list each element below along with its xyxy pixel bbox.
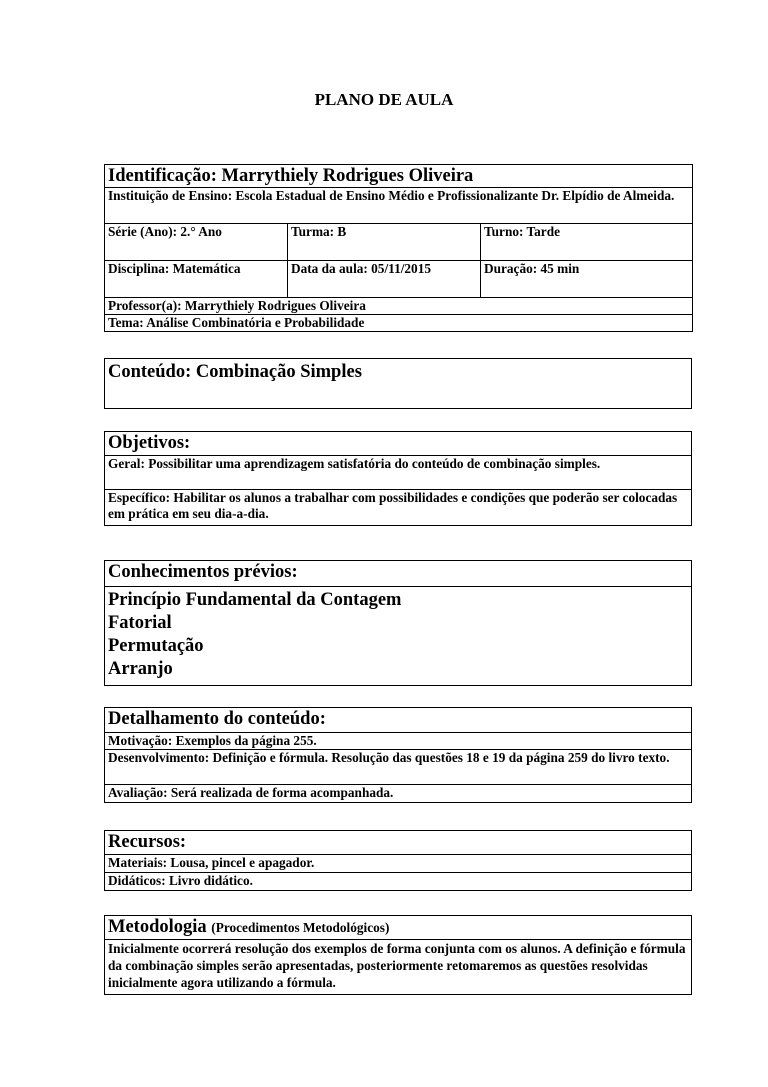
metodologia-text: Inicialmente ocorrerá resolução dos exemplos de forma conjunta com os alunos. A definição e fórmula da combinação simples serão apresentadas, posteriormente retomaremos as questões resolvidas inicialmente agora utilizando a fórmula. (105, 940, 692, 995)
conteudo-heading: Conteúdo: Combinação Simples (105, 359, 692, 409)
didaticos-field: Didáticos: Livro didático. (105, 873, 692, 891)
serie-field: Série (Ano): 2.° Ano (105, 224, 288, 261)
motivacao-field: Motivação: Exemplos da página 255. (105, 733, 692, 750)
professor-field: Professor(a): Marrythiely Rodrigues Oliveira (105, 298, 693, 315)
turma-field: Turma: B (288, 224, 481, 261)
conhecimento-item: Permutação (108, 636, 204, 656)
conhecimentos-list (105, 587, 692, 686)
instituicao-field: Instituição de Ensino: Escola Estadual de Ensino Médio e Profissionalizante Dr. Elpídio de Almeida. (105, 188, 693, 224)
recursos-heading: Recursos: (105, 831, 692, 855)
metodologia-heading (105, 916, 692, 940)
conhecimento-item: Arranjo (108, 659, 173, 679)
metodologia-table (104, 915, 692, 995)
conhecimento-item: Princípio Fundamental da Contagem (108, 590, 402, 610)
conteudo-table (104, 358, 692, 409)
detalhamento-table (104, 707, 692, 803)
conhecimento-item: Fatorial (108, 613, 172, 633)
metodologia-title: Metodologia (108, 917, 207, 937)
disciplina-field: Disciplina: Matemática (105, 261, 288, 298)
identificacao-heading: Identificação: Marrythiely Rodrigues Oliveira (105, 165, 693, 188)
data-aula-field: Data da aula: 05/11/2015 (288, 261, 481, 298)
identificacao-table (104, 164, 693, 332)
objetivo-geral: Geral: Possibilitar uma aprendizagem satisfatória do conteúdo de combinação simples. (105, 456, 692, 490)
objetivos-table (104, 431, 692, 526)
objetivos-heading: Objetivos: (105, 432, 692, 456)
metodologia-subtitle: (Procedimentos Metodológicos) (211, 920, 390, 935)
desenvolvimento-field: Desenvolvimento: Definição e fórmula. Resolução das questões 18 e 19 da página 259 do livro texto. (105, 750, 692, 785)
duracao-field: Duração: 45 min (481, 261, 693, 298)
materiais-field: Materiais: Lousa, pincel e apagador. (105, 855, 692, 873)
conhecimentos-table (104, 560, 692, 686)
tema-field: Tema: Análise Combinatória e Probabilidade (105, 315, 693, 332)
objetivo-especifico: Específico: Habilitar os alunos a trabalhar com possibilidades e condições que poderão ser colocadas em prática em seu dia-a-dia. (105, 490, 692, 526)
conhecimentos-heading: Conhecimentos prévios: (105, 561, 692, 587)
avaliacao-field: Avaliação: Será realizada de forma acompanhada. (105, 785, 692, 803)
detalhamento-heading: Detalhamento do conteúdo: (105, 708, 692, 733)
recursos-table (104, 830, 692, 891)
page-title: PLANO DE AULA (314, 90, 454, 109)
turno-field: Turno: Tarde (481, 224, 693, 261)
